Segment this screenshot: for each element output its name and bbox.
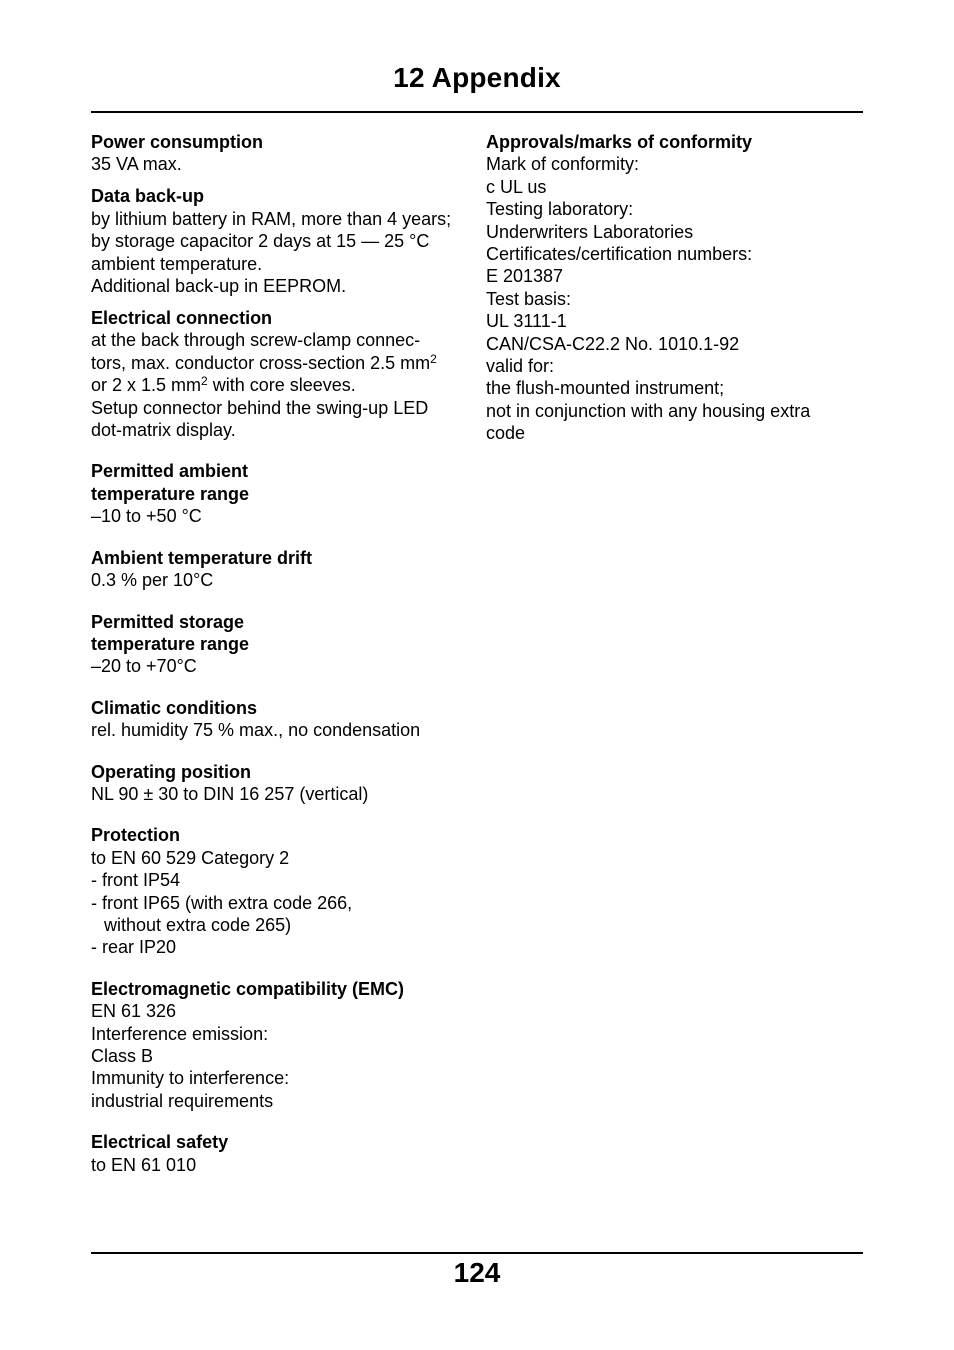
list-item-continuation: without extra code 265) <box>104 914 292 935</box>
section-text: Certificates/certification numbers: <box>486 244 753 265</box>
section-text: Test basis: <box>486 288 572 309</box>
section-text: valid for: <box>486 356 555 377</box>
climatic-conditions-section <box>91 697 471 742</box>
header-divider <box>91 111 863 113</box>
section-heading: Power consumption <box>91 132 264 152</box>
temperature-drift-section <box>91 547 471 592</box>
page-title: 12 Appendix <box>393 62 561 93</box>
section-heading: Ambient temperature drift <box>91 547 313 568</box>
text-run: tors, max. conductor cross-section 2.5 mm <box>91 352 431 373</box>
emc-section <box>91 978 471 1112</box>
section-text: Underwriters Laboratories <box>486 221 694 242</box>
superscript: 2 <box>201 374 208 389</box>
section-text: rel. humidity 75 % max., no condensation <box>91 720 421 741</box>
operating-position-section <box>91 761 471 806</box>
section-text: by storage capacitor 2 days at 15 — 25 °C <box>91 231 430 252</box>
section-text: at the back through screw-clamp connec- <box>91 330 421 351</box>
section-text: the flush-mounted instrument; <box>486 378 725 399</box>
section-heading: Permitted storage <box>91 611 245 632</box>
footer-divider <box>91 1252 863 1254</box>
section-text: to EN 61 010 <box>91 1154 197 1175</box>
section-text: c UL us <box>486 176 547 197</box>
section-text: by lithium battery in RAM, more than 4 years; <box>91 208 452 229</box>
section-heading: temperature range <box>91 633 250 654</box>
section-text: Additional back-up in EEPROM. <box>91 276 347 297</box>
protection-section <box>91 824 471 958</box>
section-text: Setup connector behind the swing-up LED <box>91 397 429 418</box>
section-text: code <box>486 423 526 444</box>
list-item: - front IP65 (with extra code 266, <box>91 892 353 913</box>
section-heading: Electrical connection <box>91 308 273 329</box>
section-text: industrial requirements <box>91 1090 274 1111</box>
storage-temperature-range-section <box>91 611 471 678</box>
section-heading: Data back-up <box>91 186 205 207</box>
approvals-section <box>486 131 856 445</box>
page-number: 124 <box>453 1257 501 1288</box>
list-item: - front IP54 <box>91 870 181 891</box>
section-text: NL 90 ± 30 to DIN 16 257 (vertical) <box>91 783 369 804</box>
section-text: CAN/CSA-C22.2 No. 1010.1-92 <box>486 333 740 354</box>
section-text: EN 61 326 <box>91 1001 177 1022</box>
section-heading: Electrical safety <box>91 1132 229 1153</box>
section-text: Interference emission: <box>91 1023 269 1044</box>
electrical-connection-section <box>91 307 471 441</box>
section-text: Immunity to interference: <box>91 1068 290 1089</box>
section-heading: Climatic conditions <box>91 697 258 718</box>
section-heading: Permitted ambient <box>91 461 249 482</box>
section-text: Testing laboratory: <box>486 199 634 220</box>
section-text: –20 to +70°C <box>91 656 197 677</box>
section-text: not in conjunction with any housing extra <box>486 400 811 421</box>
section-text: to EN 60 529 Category 2 <box>91 847 290 868</box>
section-text: dot-matrix display. <box>91 420 236 441</box>
section-text: ambient temperature. <box>91 253 263 274</box>
section-text: Class B <box>91 1046 154 1066</box>
ambient-temperature-range-section <box>91 460 471 527</box>
left-column <box>91 131 471 1186</box>
power-consumption-section <box>91 131 471 176</box>
section-text <box>91 352 471 374</box>
right-column <box>486 131 856 454</box>
section-heading: Operating position <box>91 761 251 782</box>
text-run: or 2 x 1.5 mm <box>91 375 202 396</box>
section-text: 35 VA max. <box>91 154 182 175</box>
electrical-safety-section <box>91 1131 471 1176</box>
data-backup-section <box>91 185 471 297</box>
section-text: Mark of conformity: <box>486 154 640 175</box>
text-run: with core sleeves. <box>207 375 356 396</box>
section-text <box>91 374 471 396</box>
superscript: 2 <box>430 351 437 366</box>
section-text: 0.3 % per 10°C <box>91 570 214 591</box>
section-text: UL 3111-1 <box>486 311 567 332</box>
section-heading: Electromagnetic compatibility (EMC) <box>91 978 405 999</box>
list-item: - rear IP20 <box>91 937 177 958</box>
section-text: E 201387 <box>486 266 564 287</box>
section-heading: Approvals/marks of conformity <box>486 132 753 152</box>
section-text: –10 to +50 °C <box>91 506 202 527</box>
section-heading: temperature range <box>91 483 250 504</box>
section-heading: Protection <box>91 825 181 846</box>
